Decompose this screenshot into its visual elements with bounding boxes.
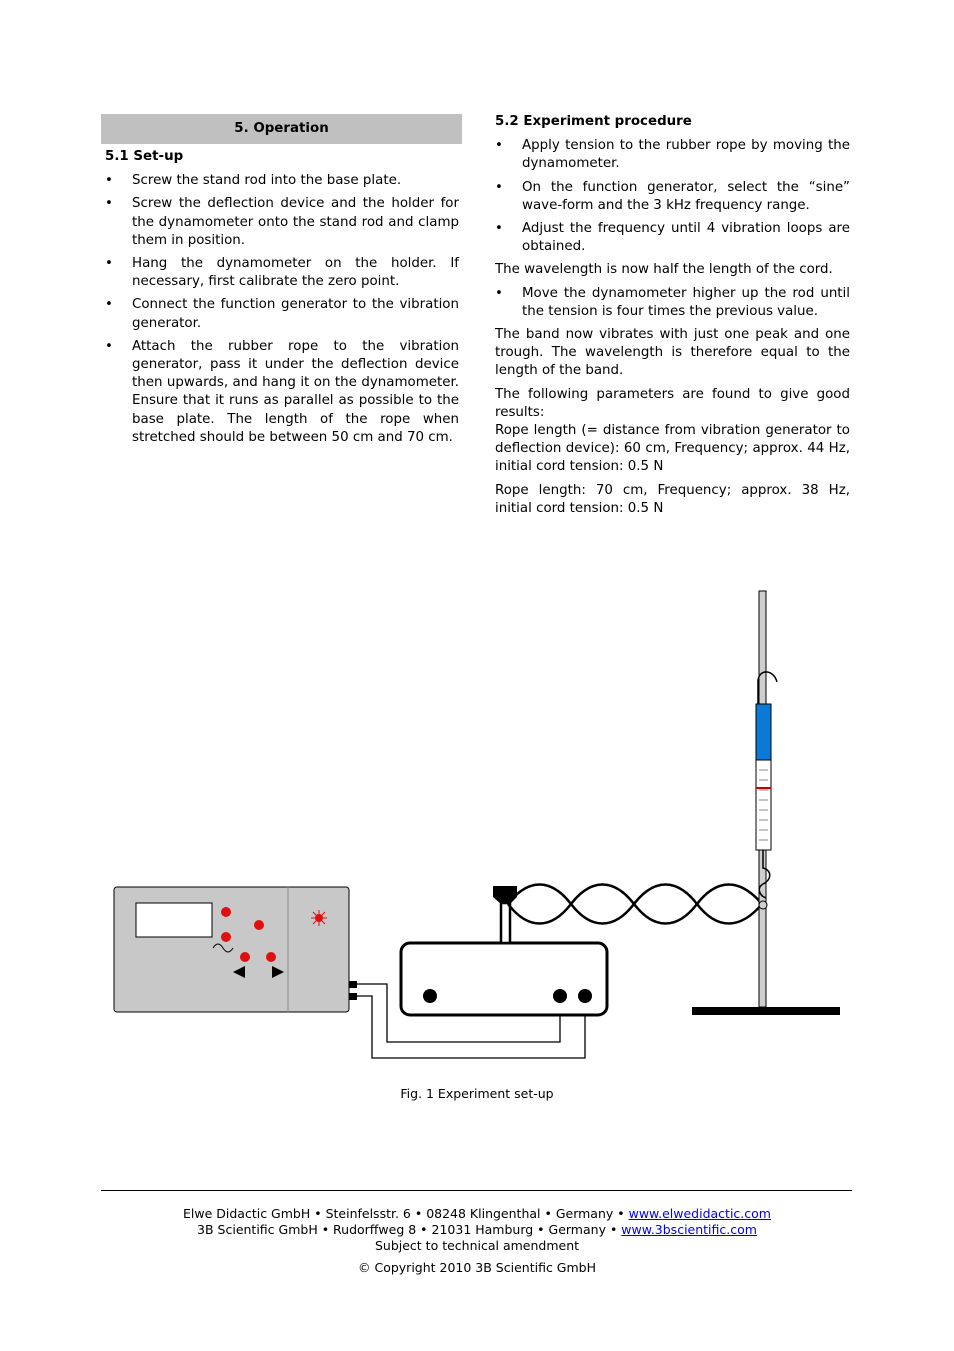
list-item: • Hang the dynamometer on the holder. If necessary, first calibrate the zero point. xyxy=(105,256,459,290)
bullet-icon: • xyxy=(495,179,503,195)
bullet-icon: • xyxy=(495,221,503,237)
list-item: • Adjust the frequency until 4 vibration loops are obtained. xyxy=(495,221,850,255)
bullet-icon: • xyxy=(105,297,113,313)
section-title: 5. Operation xyxy=(101,114,462,144)
paragraph: Rope length (= distance from vibration generator to deflection device): 60 cm, Frequency; approx. 44 Hz, initial cord tension: 0.5 N xyxy=(495,423,850,475)
bullet-icon: • xyxy=(105,196,113,212)
subsection-title-procedure: 5.2 Experiment procedure xyxy=(495,114,692,129)
bullet-icon: • xyxy=(105,173,113,189)
bullet-icon: • xyxy=(495,285,503,301)
deflection-device xyxy=(759,901,767,909)
knob-icon xyxy=(266,952,276,962)
subsection-title-setup: 5.1 Set-up xyxy=(105,149,184,164)
indicator-lamp-icon xyxy=(311,910,327,926)
figure-caption: Fig. 1 Experiment set-up xyxy=(400,1086,554,1101)
list-item: • Attach the rubber rope to the vibration generator, pass it under the deflection device then upwards, and hang it on the dynamometer. Ensure that it runs as parallel as possible to the base plate. The length of the rope when stretched should be between 50 cm and 70 cm. xyxy=(105,338,459,445)
footer-line-3b: 3B Scientific GmbH • Rudorffweg 8 • 21031 Hamburg • Germany • www.3bscientific.com xyxy=(197,1222,757,1237)
paragraph: Rope length: 70 cm, Frequency; approx. 38 Hz, initial cord tension: 0.5 N xyxy=(495,482,850,516)
function-generator xyxy=(114,887,357,1012)
list-item: • Move the dynamometer higher up the rod until the tension is four times the previous value. xyxy=(495,285,850,319)
knob-icon xyxy=(254,920,264,930)
paragraph: The band now vibrates with just one peak and one trough. The wavelength is therefore equal to the length of the band. xyxy=(495,327,850,379)
display-window xyxy=(136,903,212,937)
vibration-generator xyxy=(401,886,607,1015)
output-socket xyxy=(349,993,357,1000)
paragraph: The following parameters are found to give good results: xyxy=(495,386,850,420)
3b-link[interactable]: www.3bscientific.com xyxy=(621,1222,757,1237)
paragraph: The wavelength is now half the length of the cord. xyxy=(495,262,833,278)
list-item: • Apply tension to the rubber rope by moving the dynamometer. xyxy=(495,138,850,172)
footer-divider xyxy=(101,1190,852,1191)
bullet-icon: • xyxy=(105,256,113,272)
bullet-icon: • xyxy=(105,338,113,354)
footer-amendment: Subject to technical amendment xyxy=(374,1238,580,1253)
list-item: • On the function generator, select the “sine” wave-form and the 3 kHz frequency range. xyxy=(495,179,850,213)
output-socket xyxy=(349,981,357,988)
list-item: • Screw the stand rod into the base plate. xyxy=(101,172,459,190)
list-item: • Connect the function generator to the vibration generator. xyxy=(105,297,459,331)
knob-icon xyxy=(221,907,231,917)
knob-icon xyxy=(240,952,250,962)
elwe-link[interactable]: www.elwedidactic.com xyxy=(628,1206,771,1221)
bullet-icon: • xyxy=(495,138,503,154)
footer xyxy=(0,1206,954,1276)
knob-icon xyxy=(221,932,231,942)
base-plate xyxy=(692,1007,840,1015)
footer-line-elwe: Elwe Didactic GmbH • Steinfelsstr. 6 • 08248 Klingenthal • Germany • www.elwedidactic.com xyxy=(183,1206,771,1221)
list-item: • Screw the deflection device and the holder for the dynamometer onto the stand rod and clamp them in position. xyxy=(105,196,459,248)
rubber-rope xyxy=(508,885,762,924)
footer-copyright: © Copyright 2010 3B Scientific GmbH xyxy=(358,1260,596,1275)
